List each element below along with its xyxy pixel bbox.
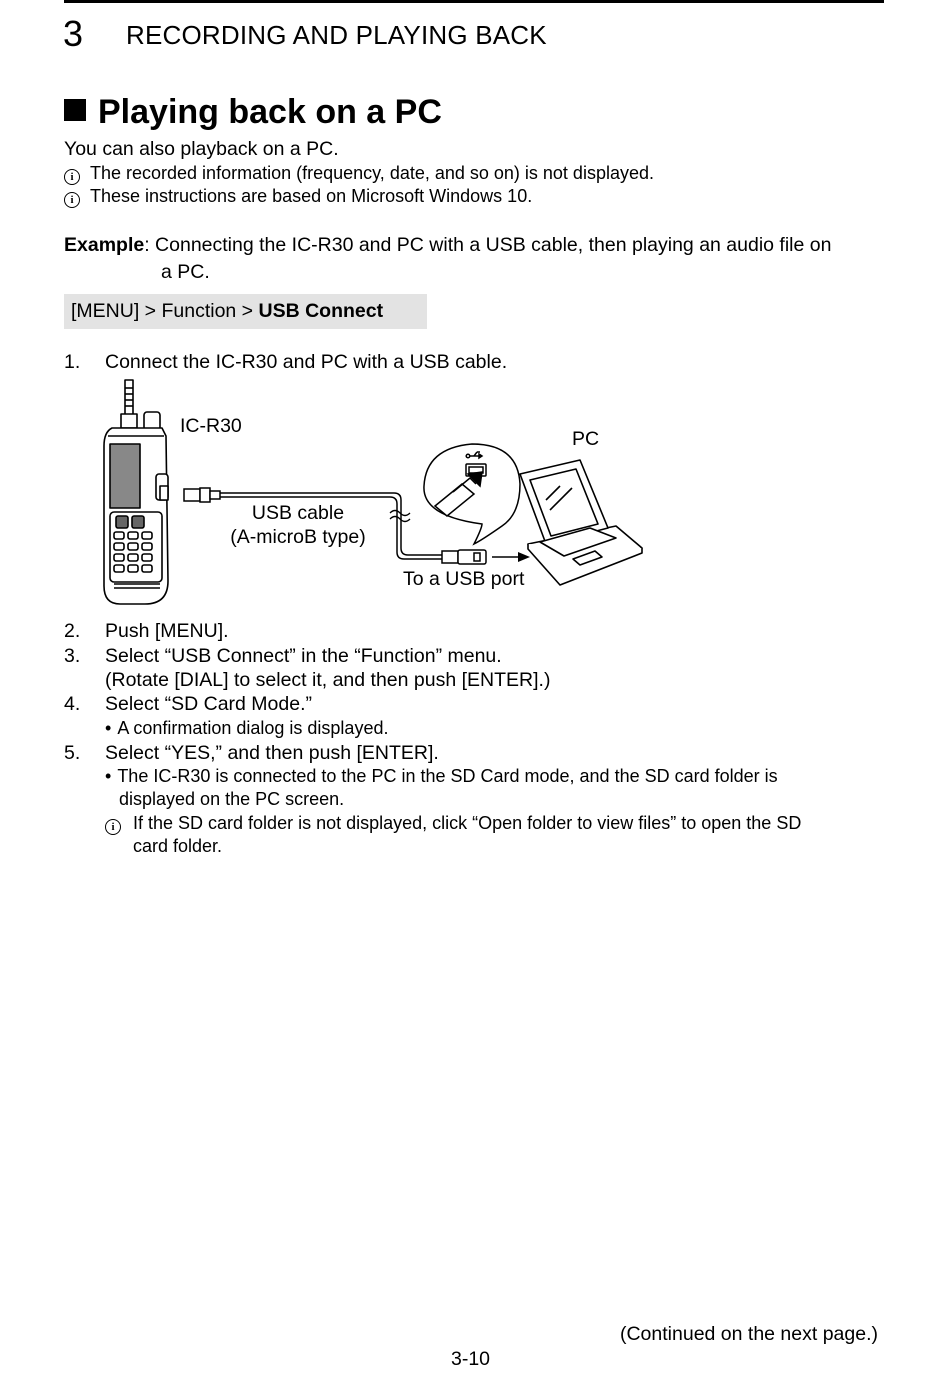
continued-note: (Continued on the next page.) [619,1323,878,1345]
step-3-number: 3. [64,645,81,667]
info-icon: i [105,819,121,835]
step-3-text-2: (Rotate [DIAL] to select it, and then push [ENTER].) [105,669,551,691]
step-4-number: 4. [64,693,81,715]
step-5-note [105,812,801,835]
example-text: : Connecting the IC-R30 and PC with a USB cable, then playing an audio file on [144,234,832,256]
step-4-bullet-text: A confirmation dialog is displayed. [117,718,389,738]
usb-port-zoom-bubble [424,444,520,544]
step-5-bullet-text-1: The IC-R30 is connected to the PC in the SD Card mode, and the SD card folder is [117,766,778,786]
figure-label-pc: PC [572,428,600,450]
step-1-number: 1. [64,351,81,373]
figure-label-radio: IC-R30 [180,415,242,437]
menu-path [71,299,383,323]
intro-text: You can also playback on a PC. [64,138,339,160]
note-2 [64,185,532,208]
figure-label-port: To a USB port [403,568,525,590]
bullet-icon: • [105,718,112,738]
figure-label-cable [218,501,378,549]
step-5-number: 5. [64,742,81,764]
page-number: 3-10 [451,1348,491,1370]
step-3-text: Select “USB Connect” in the “Function” menu. [105,645,502,667]
step-4-bullet [105,717,388,740]
square-bullet-icon [64,99,86,121]
section-title-text: Playing back on a PC [98,93,442,131]
chapter-number: 3 [63,13,84,54]
info-icon: i [64,192,80,208]
chapter-title: RECORDING AND PLAYING BACK [126,20,547,50]
micro-usb-plug [184,488,220,502]
header-rule [64,0,884,3]
menu-path-bold: USB Connect [258,300,384,322]
laptop-illustration [520,460,642,585]
step-2-number: 2. [64,620,81,642]
step-1-text: Connect the IC-R30 and PC with a USB cable. [105,351,508,373]
usb-a-plug [442,550,486,564]
info-icon: i [64,169,80,185]
step-5-bullet-text-2: displayed on the PC screen. [119,789,345,809]
bullet-icon: • [105,766,112,786]
step-4-text: Select “SD Card Mode.” [105,693,312,715]
radio-illustration [104,380,168,604]
figure-label-cable-line1: USB cable [251,502,345,524]
example-label: Example [64,234,145,256]
section-title [64,92,442,132]
menu-path-prefix: [MENU] > Function > [71,300,259,322]
example-line-1 [64,233,831,257]
note-2-text: These instructions are based on Microsoft Windows 10. [90,186,533,206]
step-5-bullet [105,765,778,788]
figure-label-cable-line2: (A-microB type) [230,526,366,548]
note-1-text: The recorded information (frequency, date, and so on) is not displayed. [90,163,654,183]
step-5-note-text-2: card folder. [133,836,223,856]
step-2-text: Push [MENU]. [105,620,229,642]
step-5-text: Select “YES,” and then push [ENTER]. [105,742,439,764]
example-line-2: a PC. [161,261,210,283]
arrow-head-icon [518,552,530,562]
step-5-note-text-1: If the SD card folder is not displayed, click “Open folder to view files” to open the SD [133,813,802,833]
usb-connection-figure [90,376,650,612]
note-1 [64,162,654,185]
